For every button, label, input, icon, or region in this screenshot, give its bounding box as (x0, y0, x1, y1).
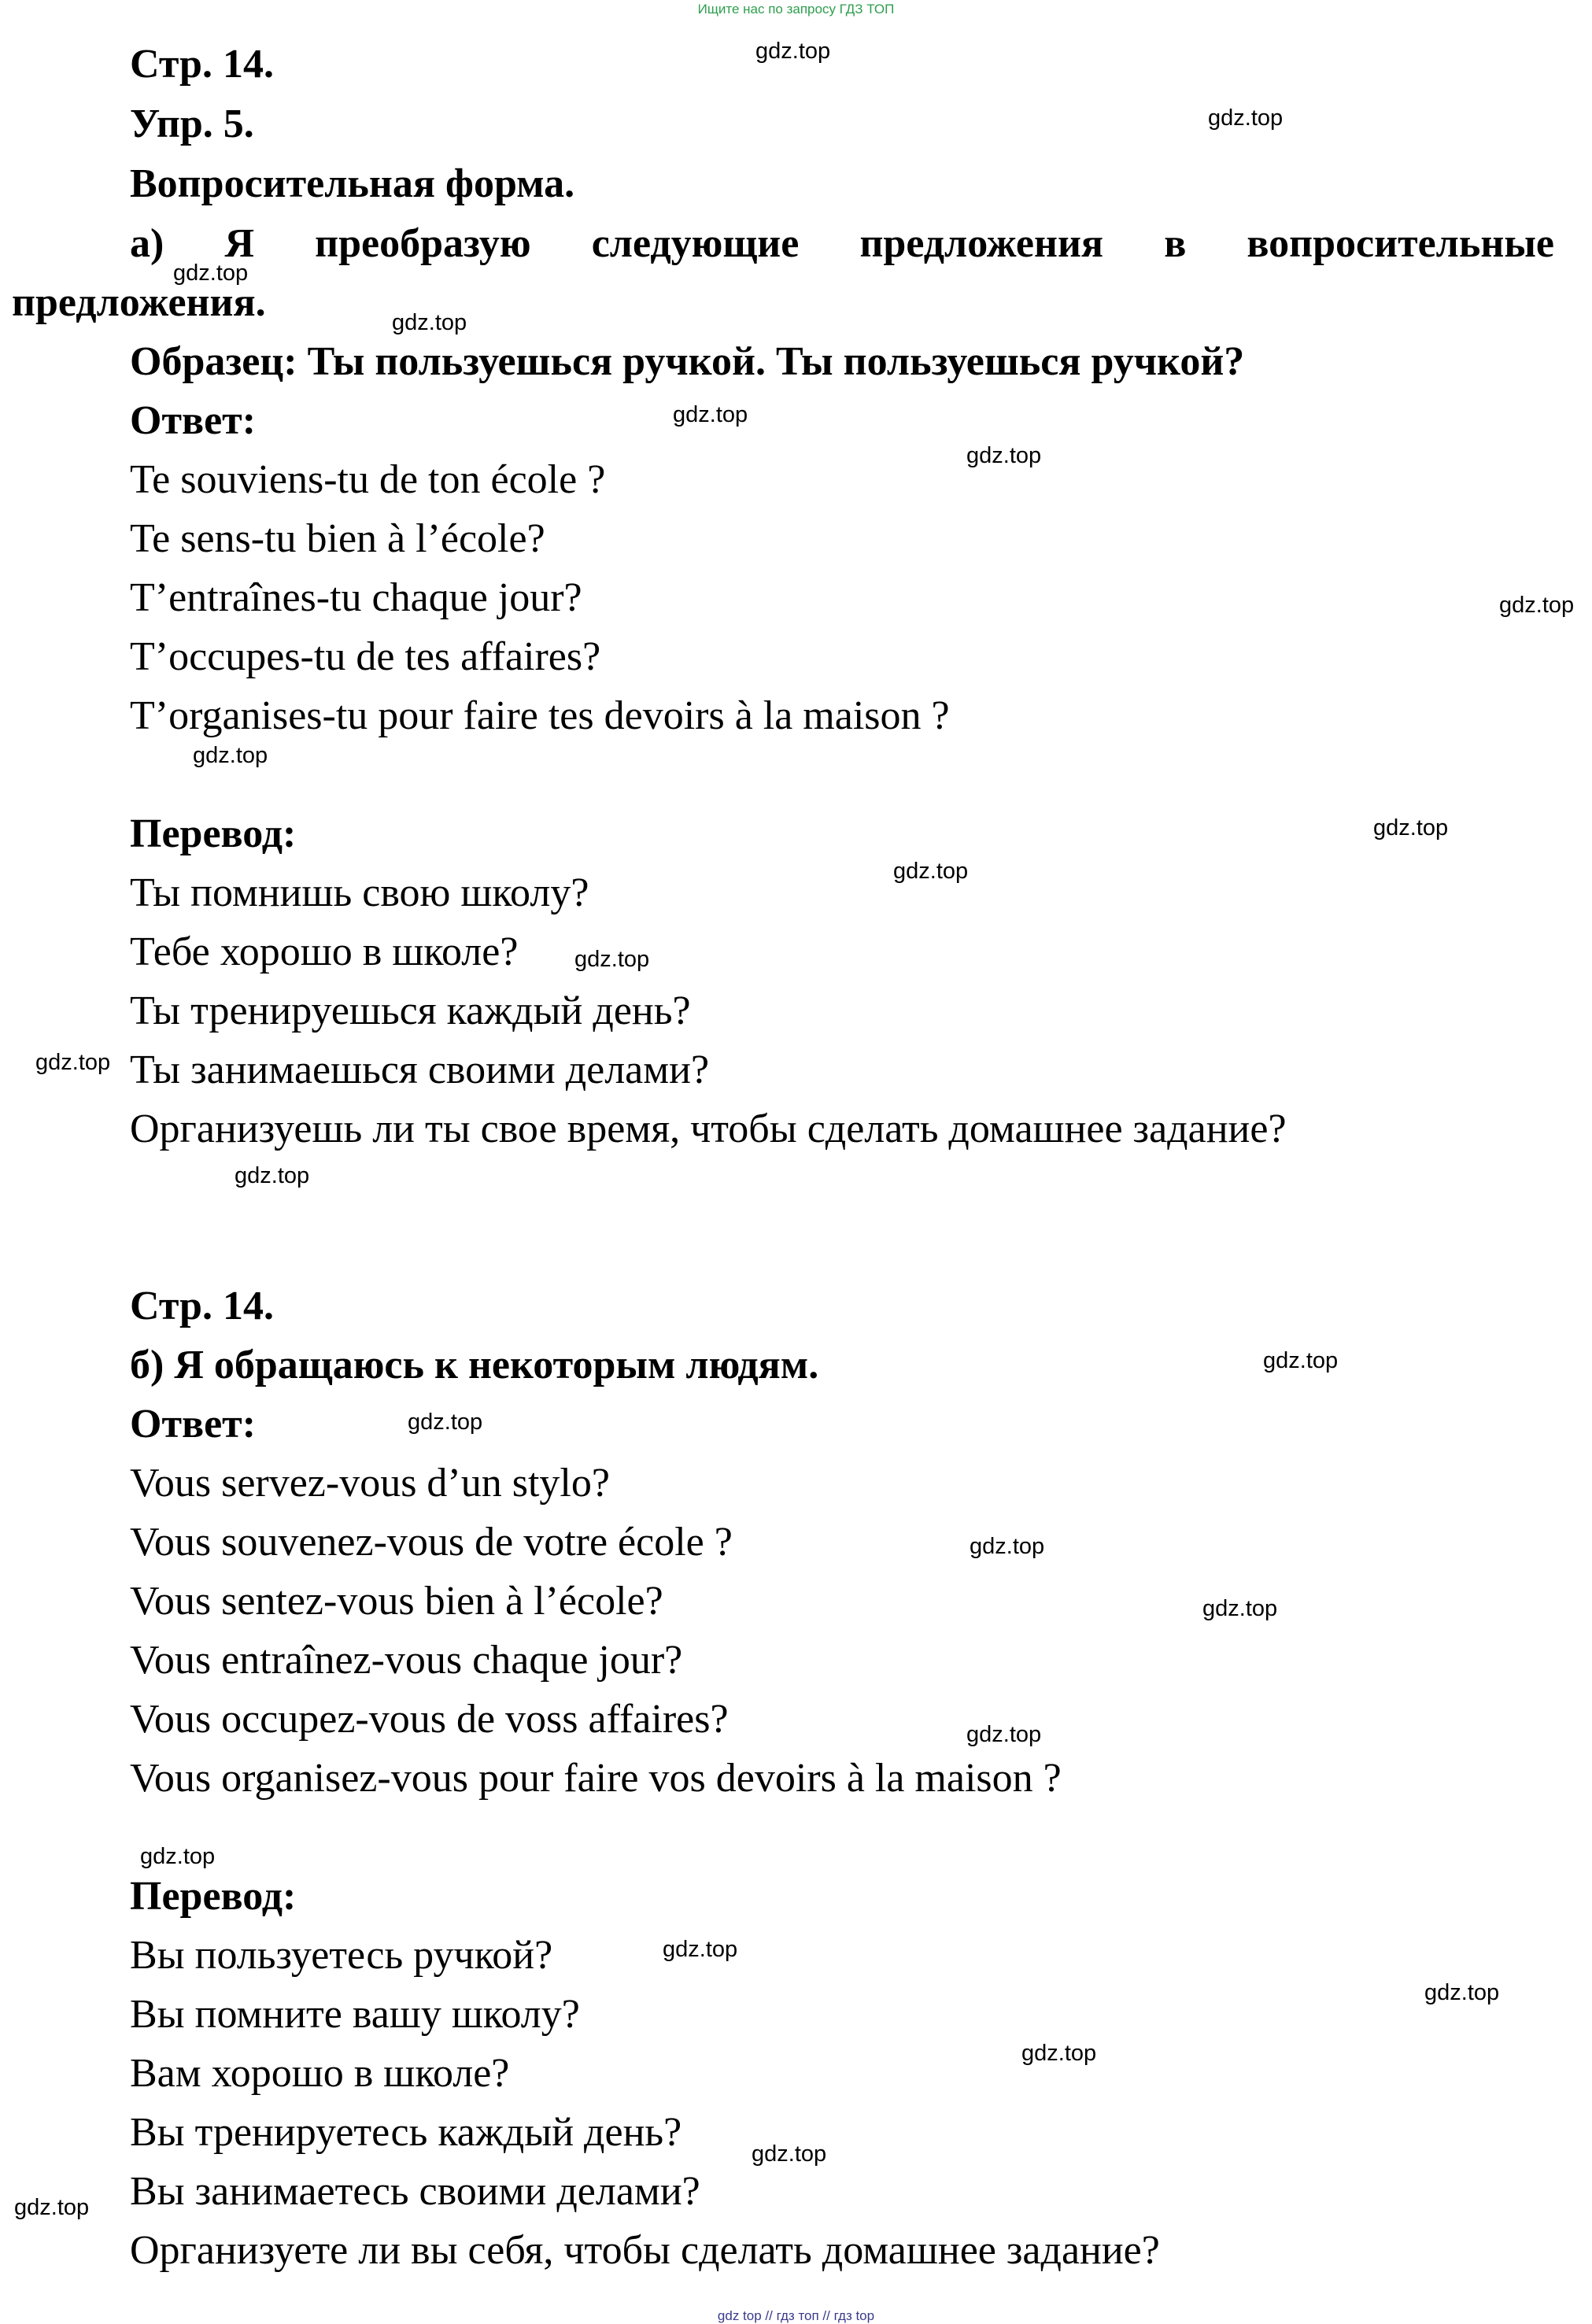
translation-a-line: Организуешь ли ты свое время, чтобы сделать домашнее задание? (130, 1107, 1287, 1151)
translation-b-line: Вы пользуетесь ручкой? (130, 1933, 553, 1978)
answer-label-a: Ответ: (130, 398, 257, 443)
watermark-label: gdz.top (1208, 105, 1284, 131)
watermark-label: gdz.top (140, 1844, 216, 1869)
answer-b-line: Vous organisez-vous pour faire vos devoirs à la maison ? (130, 1756, 1062, 1801)
sample-sentence: Образец: Ты пользуешься ручкой. Ты пользуешься ручкой? (130, 339, 1245, 384)
answer-b-line: Vous occupez-vous de voss affaires? (130, 1697, 729, 1742)
answer-a-line: T’organises-tu pour faire tes devoirs à la maison ? (130, 693, 950, 738)
translation-b-line: Вам хорошо в школе? (130, 2051, 510, 2096)
translation-b-line: Вы помните вашу школу? (130, 1992, 580, 2037)
page-reference-b: Стр. 14. (130, 1284, 274, 1328)
watermark-label: gdz.top (392, 310, 467, 335)
top-banner: Ищите нас по запросу ГДЗ ТОП (697, 2, 895, 17)
watermark-label: gdz.top (966, 443, 1042, 468)
answer-b-line: Vous entraînez-vous chaque jour? (130, 1638, 683, 1683)
translation-a-line: Ты занимаешься своими делами? (130, 1047, 710, 1092)
watermark-label: gdz.top (1499, 593, 1575, 618)
watermark-label: gdz.top (1263, 1348, 1339, 1373)
task-a-line-2: предложения. (12, 280, 266, 325)
translation-b-line: Вы занимаетесь своими делами? (130, 2169, 700, 2214)
watermark-label: gdz.top (1202, 1596, 1278, 1621)
answer-label-b: Ответ: (130, 1402, 257, 1446)
watermark-label: gdz.top (966, 1722, 1042, 1747)
watermark-label: gdz.top (408, 1410, 483, 1435)
topic-title: Вопросительная форма. (130, 161, 575, 206)
translation-label-b: Перевод: (130, 1874, 297, 1919)
page-reference-a: Стр. 14. (130, 42, 274, 87)
task-b-title: б) Я обращаюсь к некоторым людям. (130, 1343, 819, 1387)
watermark-label: gdz.top (970, 1534, 1045, 1559)
translation-a-line: Тебе хорошо в школе? (130, 929, 519, 974)
watermark-label: gdz.top (173, 260, 249, 286)
watermark-label: gdz.top (574, 947, 650, 972)
watermark-label: gdz.top (235, 1163, 310, 1188)
answer-a-line: T’entraînes-tu chaque jour? (130, 575, 582, 620)
exercise-number: Упр. 5. (130, 102, 254, 146)
watermark-label: gdz.top (1373, 815, 1449, 841)
answer-a-line: T’occupes-tu de tes affaires? (130, 634, 601, 679)
answer-b-line: Vous souvenez-vous de votre école ? (130, 1520, 733, 1565)
watermark-label: gdz.top (673, 402, 748, 427)
answer-b-line: Vous servez-vous d’un stylo? (130, 1461, 610, 1506)
watermark-label: gdz.top (14, 2195, 90, 2220)
translation-b-line: Организуете ли вы себя, чтобы сделать домашнее задание? (130, 2228, 1160, 2273)
bottom-banner: gdz top // гдз топ // гдз top (717, 2308, 875, 2323)
watermark-label: gdz.top (1424, 1980, 1500, 2005)
watermark-label: gdz.top (663, 1937, 738, 1962)
watermark-label: gdz.top (893, 859, 969, 884)
translation-a-line: Ты помнишь свою школу? (130, 870, 589, 915)
answer-b-line: Vous sentez-vous bien à l’école? (130, 1579, 663, 1624)
answer-a-line: Te sens-tu bien à l’école? (130, 516, 545, 561)
task-a-line-1: а) Я преобразую следующие предложения в вопросительные (130, 221, 1554, 266)
translation-a-line: Ты тренируешься каждый день? (130, 988, 691, 1033)
watermark-label: gdz.top (193, 743, 268, 768)
watermark-label: gdz.top (35, 1050, 111, 1075)
watermark-label: gdz.top (755, 39, 831, 64)
translation-label-a: Перевод: (130, 811, 297, 856)
watermark-label: gdz.top (752, 2141, 827, 2167)
answer-a-line: Te souviens-tu de ton école ? (130, 457, 606, 502)
translation-b-line: Вы тренируетесь каждый день? (130, 2110, 682, 2155)
watermark-label: gdz.top (1021, 2041, 1097, 2066)
